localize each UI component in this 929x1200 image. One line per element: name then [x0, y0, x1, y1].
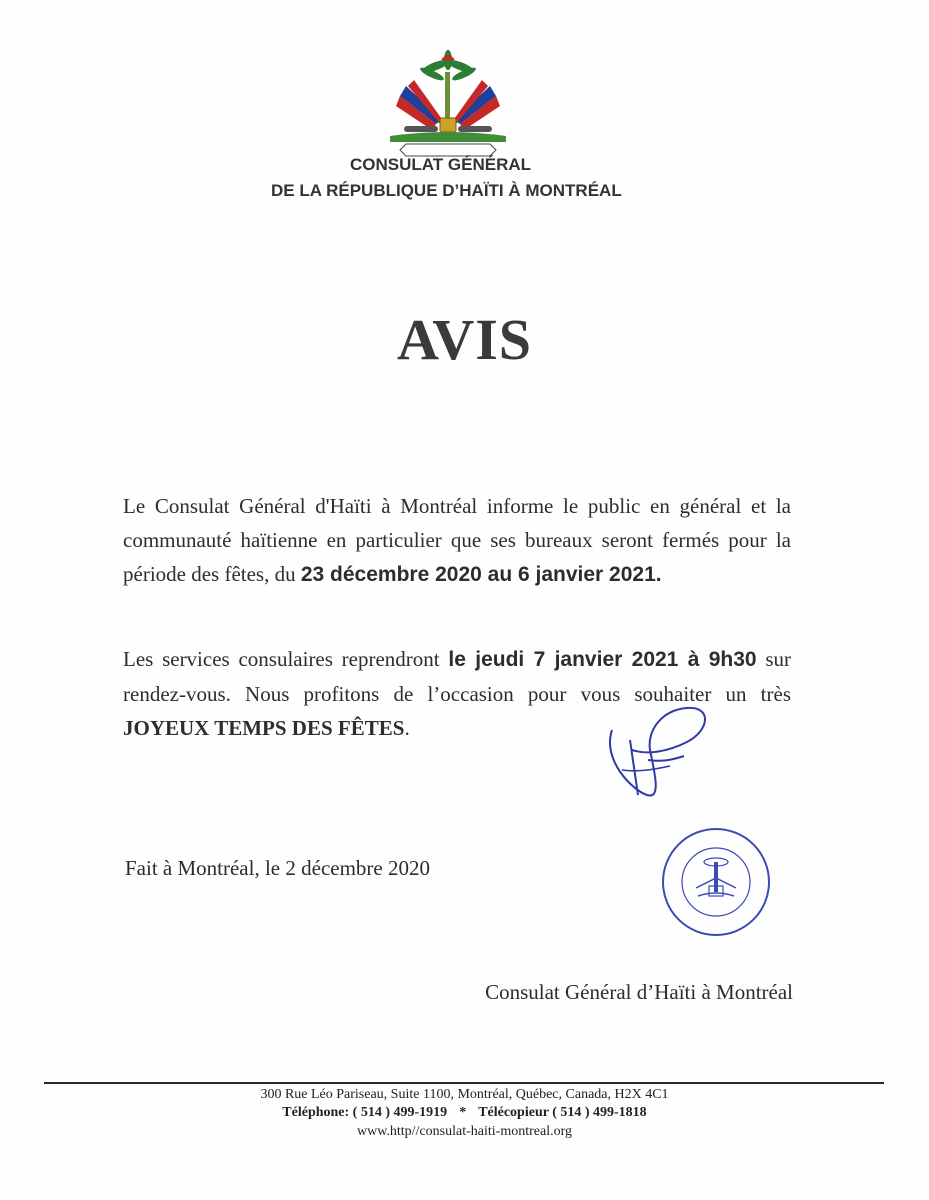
haiti-coat-of-arms-icon — [386, 50, 510, 158]
notice-paragraph-1 — [123, 489, 791, 592]
consulate-seal-icon — [660, 826, 772, 938]
page-title: AVIS — [396, 307, 533, 372]
footer-address: 300 Rue Léo Pariseau, Suite 1100, Montréal, Québec, Canada, H2X 4C1 — [260, 1087, 669, 1102]
handwritten-signature-icon — [592, 700, 722, 805]
holiday-wish: JOYEUX TEMPS DES FÊTES — [123, 716, 405, 740]
resume-text-2: sur rendez-vous. Nous profitons de l’occasion pour vous souhaiter un très — [123, 647, 791, 706]
consulate-heading-line2: DE LA RÉPUBLIQUE D’HAÏTI À MONTRÉAL — [271, 181, 622, 200]
fax-number: Télécopieur ( 514 ) 499-1818 — [478, 1105, 647, 1120]
contact-separator: * — [459, 1105, 467, 1120]
footer-contact — [0, 1105, 929, 1121]
consulate-heading-line1: CONSULAT GÉNÉRAL — [350, 155, 532, 174]
resume-text: Les services consulaires reprendront — [123, 647, 449, 671]
notice-text: Le Consulat Général d'Haïti à Montréal informe le public en général et la communauté haïtienne en particulier que ses bureaux seront fermés pour la période des fêtes, du — [123, 494, 791, 586]
place-and-date: Fait à Montréal, le 2 décembre 2020 — [125, 856, 430, 880]
phone-number: Téléphone: ( 514 ) 499-1919 — [282, 1105, 448, 1120]
footer-divider — [44, 1082, 884, 1084]
signoff: Consulat Général d’Haïti à Montréal — [485, 980, 793, 1004]
footer-website: www.http//consulat-haiti-montreal.org — [356, 1124, 572, 1139]
resume-date: le jeudi 7 janvier 2021 à 9h30 — [448, 648, 757, 671]
paragraph-end: . — [404, 716, 410, 740]
closure-dates: 23 décembre 2020 au 6 janvier 2021. — [300, 563, 662, 586]
